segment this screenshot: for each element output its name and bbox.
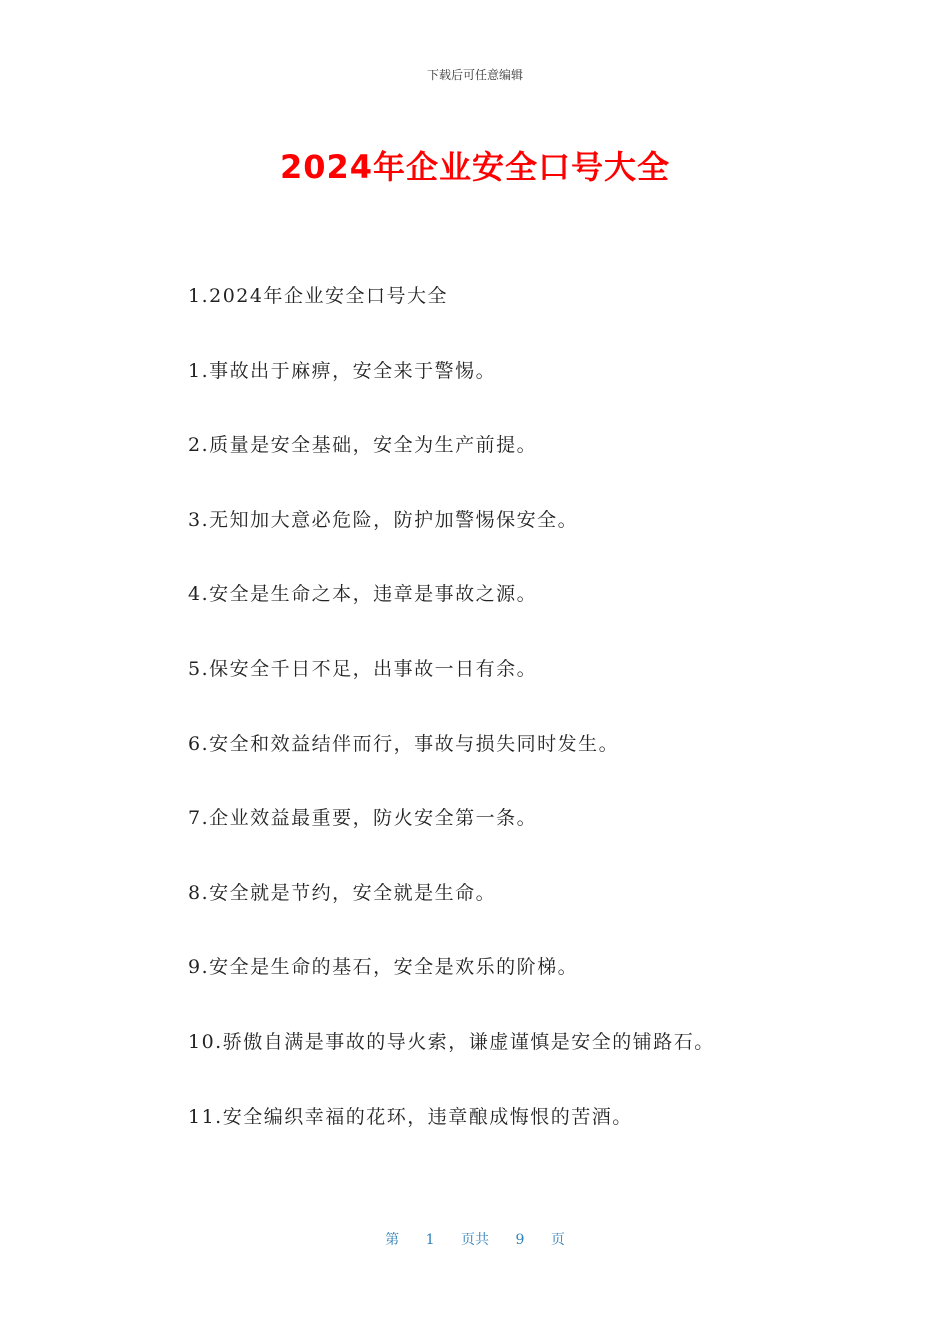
footer-label-end: 页 bbox=[550, 1232, 565, 1248]
list-item: 1.2024年企业安全口号大全 bbox=[188, 285, 448, 307]
list-item: 1.事故出于麻痹，安全来于警惕。 bbox=[188, 359, 497, 382]
slogan-list bbox=[188, 282, 908, 1177]
list-item: 9.安全是生命的基石，安全是欢乐的阶梯。 bbox=[188, 956, 579, 979]
list-item: 6.安全和效益结伴而行，事故与损失同时发生。 bbox=[188, 732, 620, 755]
footer-label-page: 第 bbox=[385, 1232, 400, 1248]
footer-current-page: 1 bbox=[425, 1232, 435, 1248]
header-note: 下载后可任意编辑 bbox=[426, 68, 523, 82]
list-item: 7.企业效益最重要，防火安全第一条。 bbox=[188, 807, 538, 830]
list-item: 5.保安全千日不足，出事故一日有余。 bbox=[188, 657, 538, 680]
list-item: 10.骄傲自满是事故的导火索，谦虚谨慎是安全的铺路石。 bbox=[188, 1030, 715, 1053]
footer-total-pages: 9 bbox=[515, 1232, 525, 1248]
list-item: 4.安全是生命之本，违章是事故之源。 bbox=[188, 583, 538, 606]
list-item: 2.质量是安全基础，安全为生产前提。 bbox=[188, 434, 538, 457]
list-item: 11.安全编织幸福的花环，违章酿成悔恨的苦酒。 bbox=[188, 1105, 633, 1128]
list-item: 8.安全就是节约，安全就是生命。 bbox=[188, 881, 497, 904]
document-title: 2024年企业安全口号大全 bbox=[279, 148, 671, 186]
page-footer bbox=[0, 1229, 950, 1249]
list-item: 3.无知加大意必危险，防护加警惕保安全。 bbox=[188, 508, 579, 531]
footer-label-of: 页共 bbox=[461, 1232, 489, 1248]
